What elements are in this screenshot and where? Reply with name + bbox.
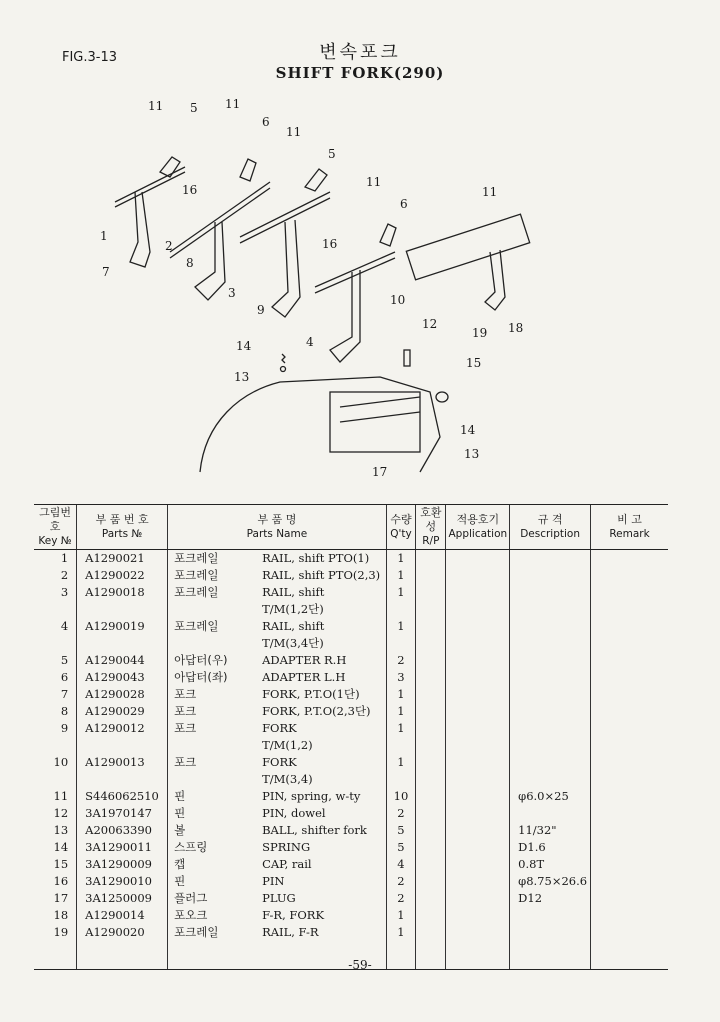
rp-cell xyxy=(416,856,446,873)
remark-cell xyxy=(591,754,668,788)
part-name-english-line: ADAPTER R.H xyxy=(262,653,347,667)
quantity-cell: 1 xyxy=(386,618,415,652)
description-cell xyxy=(510,567,591,584)
table-row xyxy=(34,907,668,924)
description-cell: φ6.0×25 xyxy=(510,788,591,805)
part-name-cell xyxy=(168,822,387,839)
quantity-cell: 2 xyxy=(386,805,415,822)
application-cell xyxy=(446,890,510,907)
key-number-cell: 6 xyxy=(60,670,69,684)
part-name-english xyxy=(262,669,345,686)
diagram-label: 6 xyxy=(262,115,270,129)
part-name-english-line: RAIL, shift PTO(2,3) xyxy=(262,568,381,582)
part-name-english-line: PLUG xyxy=(262,891,296,905)
part-name-english-line: T/M(3,4) xyxy=(262,772,313,786)
diagram-label: 1 xyxy=(100,229,108,243)
diagram-label: 11 xyxy=(148,99,164,113)
remark-cell xyxy=(591,686,668,703)
part-number-cell: A1290043 xyxy=(77,669,168,686)
application-cell xyxy=(446,754,510,788)
diagram-label: 16 xyxy=(322,237,338,251)
part-name-korean: 캡 xyxy=(174,857,186,871)
table-row xyxy=(34,584,668,618)
rp-cell xyxy=(416,822,446,839)
diagram-label: 5 xyxy=(190,101,198,115)
rp-cell xyxy=(416,550,446,568)
diagram-label: 18 xyxy=(508,321,524,335)
rp-cell xyxy=(416,873,446,890)
diagram-label: 11 xyxy=(366,175,382,189)
part-name-cell xyxy=(168,686,387,703)
application-cell xyxy=(446,805,510,822)
part-name-english xyxy=(262,907,324,924)
remark-cell xyxy=(591,822,668,839)
description-cell xyxy=(510,907,591,924)
part-name-korean: 포크레일 xyxy=(174,568,219,582)
application-cell xyxy=(446,856,510,873)
remark-cell xyxy=(591,567,668,584)
diagram-label: 15 xyxy=(466,356,482,370)
table-row xyxy=(34,805,668,822)
diagram-label: 11 xyxy=(482,185,498,199)
part-name-cell xyxy=(168,873,387,890)
part-name-english-line: RAIL, shift PTO(1) xyxy=(262,551,370,565)
pin-12-shape xyxy=(404,350,410,366)
diagram-label: 14 xyxy=(460,423,476,437)
key-number-cell: 17 xyxy=(53,891,69,905)
table-row xyxy=(34,873,668,890)
ball-13-shape xyxy=(281,367,286,372)
part-number-cell: A1290018 xyxy=(77,584,168,618)
key-number-cell: 7 xyxy=(60,687,69,701)
part-name-cell xyxy=(168,907,387,924)
application-cell xyxy=(446,703,510,720)
diagram-label: 16 xyxy=(182,183,198,197)
remark-cell xyxy=(591,873,668,890)
cap-15-shape xyxy=(436,392,448,402)
column-header: 그림번호 Key № xyxy=(34,505,77,550)
part-name-english-line: F-R, FORK xyxy=(262,908,325,922)
key-number-cell: 9 xyxy=(60,721,69,735)
part-name-english xyxy=(262,788,360,805)
quantity-cell: 1 xyxy=(386,703,415,720)
key-number-cell: 14 xyxy=(53,840,69,854)
part-name-korean: 포오크 xyxy=(174,908,208,922)
part-name-english xyxy=(262,652,346,669)
part-number-cell: A20063390 xyxy=(77,822,168,839)
part-name-english-line: FORK, P.T.O(1단) xyxy=(262,687,360,701)
part-name-korean: 핀 xyxy=(174,806,186,820)
table-row xyxy=(34,686,668,703)
quantity-cell: 2 xyxy=(386,873,415,890)
remark-cell xyxy=(591,652,668,669)
adapter-6-shape xyxy=(240,159,256,181)
rp-cell xyxy=(416,584,446,618)
description-cell: D1.6 xyxy=(510,839,591,856)
part-name-english xyxy=(262,873,284,890)
description-cell xyxy=(510,805,591,822)
part-name-english-line: FORK, P.T.O(2,3단) xyxy=(262,704,371,718)
diagram-label: 13 xyxy=(234,370,250,384)
description-cell: φ8.75×26.6 xyxy=(510,873,591,890)
key-number-cell: 4 xyxy=(60,619,69,633)
page-title-english: SHIFT FORK(290) xyxy=(275,64,445,82)
column-header: 규 격 Description xyxy=(510,505,591,550)
column-header: 적용호기 Application xyxy=(446,505,510,550)
key-number-cell: 3 xyxy=(60,585,69,599)
key-number-cell: 5 xyxy=(60,653,69,667)
part-number-cell: A1290028 xyxy=(77,686,168,703)
remark-cell xyxy=(591,788,668,805)
application-cell xyxy=(446,924,510,941)
part-name-korean: 아답터(좌) xyxy=(174,670,228,684)
part-name-english-line: SPRING xyxy=(262,840,311,854)
description-cell xyxy=(510,652,591,669)
key-number-cell: 18 xyxy=(53,908,69,922)
fork-7-shape xyxy=(130,192,150,267)
part-name-english xyxy=(262,924,318,941)
table-row xyxy=(34,788,668,805)
table-row xyxy=(34,567,668,584)
part-name-korean: 포크레일 xyxy=(174,619,219,633)
quantity-cell: 5 xyxy=(386,822,415,839)
quantity-cell: 3 xyxy=(386,669,415,686)
part-name-english xyxy=(262,618,324,652)
part-name-korean: 포크 xyxy=(174,755,197,769)
rp-cell xyxy=(416,686,446,703)
part-name-cell xyxy=(168,754,387,788)
fork-18-shape xyxy=(485,250,505,310)
part-name-english-line: T/M(1,2) xyxy=(262,738,313,752)
remark-cell xyxy=(591,669,668,686)
description-cell xyxy=(510,550,591,568)
part-name-cell xyxy=(168,924,387,941)
part-name-korean: 스프링 xyxy=(174,840,208,854)
table-row xyxy=(34,754,668,788)
part-name-english xyxy=(262,720,313,754)
part-name-korean: 핀 xyxy=(174,789,186,803)
key-number-cell: 16 xyxy=(53,874,69,888)
rp-cell xyxy=(416,618,446,652)
part-name-korean: 포크레일 xyxy=(174,925,219,939)
part-name-english xyxy=(262,805,326,822)
exploded-parts-diagram xyxy=(90,92,570,487)
part-name-english-line: FORK xyxy=(262,721,297,735)
quantity-cell: 1 xyxy=(386,924,415,941)
figure-number: FIG.3-13 xyxy=(62,50,118,65)
application-cell xyxy=(446,873,510,890)
part-name-cell xyxy=(168,890,387,907)
part-number-cell: 3A1250009 xyxy=(77,890,168,907)
part-name-english-line: ADAPTER L.H xyxy=(262,670,346,684)
rail-4-shape xyxy=(315,252,395,287)
application-cell xyxy=(446,788,510,805)
table-row xyxy=(34,924,668,941)
table-row xyxy=(34,856,668,873)
description-cell xyxy=(510,720,591,754)
application-cell xyxy=(446,584,510,618)
part-name-cell xyxy=(168,550,387,568)
rp-cell xyxy=(416,754,446,788)
application-cell xyxy=(446,550,510,568)
table-row xyxy=(34,669,668,686)
parts-table xyxy=(34,504,668,970)
part-number-cell: A1290022 xyxy=(77,567,168,584)
diagram-label: 14 xyxy=(236,339,252,353)
table-row xyxy=(34,703,668,720)
diagram-label: 11 xyxy=(286,125,302,139)
part-name-cell xyxy=(168,669,387,686)
diagram-label: 11 xyxy=(225,97,241,111)
quantity-cell: 10 xyxy=(386,788,415,805)
page-title-korean: 변속포크 xyxy=(319,42,401,63)
quantity-cell: 1 xyxy=(386,720,415,754)
description-cell xyxy=(510,754,591,788)
rp-cell xyxy=(416,567,446,584)
column-header: 부 품 번 호 Parts № xyxy=(77,505,168,550)
part-name-cell xyxy=(168,618,387,652)
part-name-cell xyxy=(168,805,387,822)
quantity-cell: 1 xyxy=(386,550,415,568)
quantity-cell: 2 xyxy=(386,890,415,907)
part-name-korean: 아답터(우) xyxy=(174,653,228,667)
part-name-korean: 플러그 xyxy=(174,891,208,905)
part-name-english xyxy=(262,584,324,618)
key-number-cell: 13 xyxy=(53,823,69,837)
diagram-label: 12 xyxy=(422,317,438,331)
description-cell xyxy=(510,686,591,703)
description-cell: D12 xyxy=(510,890,591,907)
part-number-cell: A1290019 xyxy=(77,618,168,652)
part-name-cell xyxy=(168,856,387,873)
part-number-cell: 3A1290010 xyxy=(77,873,168,890)
part-name-english-line: PIN, spring, w-ty xyxy=(262,789,361,803)
part-number-cell: A1290013 xyxy=(77,754,168,788)
diagram-label: 6 xyxy=(400,197,408,211)
part-name-english xyxy=(262,550,369,567)
diagram-label: 8 xyxy=(186,256,194,270)
rail-19-shape xyxy=(406,214,529,280)
part-name-english-line: RAIL, shift xyxy=(262,585,325,599)
part-name-english-line: T/M(3,4단) xyxy=(262,636,324,650)
key-number-cell: 1 xyxy=(60,551,69,565)
housing-shape xyxy=(200,377,440,472)
rp-cell xyxy=(416,652,446,669)
table-row xyxy=(34,720,668,754)
remark-cell xyxy=(591,703,668,720)
part-number-cell: 3A1970147 xyxy=(77,805,168,822)
fork-8-shape xyxy=(195,222,225,300)
remark-cell xyxy=(591,907,668,924)
part-name-english-line: RAIL, shift xyxy=(262,619,325,633)
description-cell: 0.8T xyxy=(510,856,591,873)
rp-cell xyxy=(416,788,446,805)
part-name-english-line: PIN, dowel xyxy=(262,806,326,820)
table-row xyxy=(34,890,668,907)
part-number-cell: A1290029 xyxy=(77,703,168,720)
part-name-english-line: BALL, shifter fork xyxy=(262,823,367,837)
page-number: -59- xyxy=(348,958,372,972)
quantity-cell: 1 xyxy=(386,754,415,788)
key-number-cell: 11 xyxy=(53,789,69,803)
diagram-label: 7 xyxy=(102,265,110,279)
part-name-cell xyxy=(168,703,387,720)
application-cell xyxy=(446,618,510,652)
description-cell xyxy=(510,618,591,652)
rp-cell xyxy=(416,839,446,856)
spring-14-shape xyxy=(282,354,285,363)
part-name-english xyxy=(262,703,370,720)
remark-cell xyxy=(591,584,668,618)
rp-cell xyxy=(416,924,446,941)
part-number-cell: A1290012 xyxy=(77,720,168,754)
remark-cell xyxy=(591,890,668,907)
application-cell xyxy=(446,720,510,754)
quantity-cell: 1 xyxy=(386,584,415,618)
column-header: 비 고 Remark xyxy=(591,505,668,550)
part-name-english-line: T/M(1,2단) xyxy=(262,602,324,616)
part-name-cell xyxy=(168,567,387,584)
remark-cell xyxy=(591,856,668,873)
part-name-cell xyxy=(168,584,387,618)
rp-cell xyxy=(416,890,446,907)
rp-cell xyxy=(416,907,446,924)
part-number-cell: 3A1290011 xyxy=(77,839,168,856)
description-cell xyxy=(510,703,591,720)
part-name-cell xyxy=(168,652,387,669)
part-number-cell: A1290014 xyxy=(77,907,168,924)
remark-cell xyxy=(591,805,668,822)
table-row xyxy=(34,652,668,669)
column-header: 호환성 R/P xyxy=(416,505,446,550)
part-name-korean: 포크레일 xyxy=(174,551,219,565)
part-name-english xyxy=(262,567,380,584)
part-number-cell: S446062510 xyxy=(77,788,168,805)
fork-9-shape xyxy=(272,220,300,317)
remark-cell xyxy=(591,618,668,652)
diagram-label: 2 xyxy=(165,239,173,253)
part-name-cell xyxy=(168,839,387,856)
key-number-cell: 8 xyxy=(60,704,69,718)
part-name-cell xyxy=(168,788,387,805)
table-row xyxy=(34,550,668,568)
description-cell xyxy=(510,584,591,618)
rail-1-shape xyxy=(115,167,185,202)
part-name-cell xyxy=(168,720,387,754)
description-cell xyxy=(510,669,591,686)
diagram-svg xyxy=(90,92,570,487)
application-cell xyxy=(446,567,510,584)
part-name-korean: 포크 xyxy=(174,687,197,701)
diagram-label: 3 xyxy=(228,286,236,300)
application-cell xyxy=(446,822,510,839)
diagram-label: 10 xyxy=(390,293,406,307)
parts-table-body xyxy=(34,550,668,970)
quantity-cell: 5 xyxy=(386,839,415,856)
application-cell xyxy=(446,686,510,703)
quantity-cell: 1 xyxy=(386,907,415,924)
part-number-cell: A1290020 xyxy=(77,924,168,941)
quantity-cell: 4 xyxy=(386,856,415,873)
quantity-cell: 1 xyxy=(386,686,415,703)
quantity-cell: 1 xyxy=(386,567,415,584)
rp-cell xyxy=(416,703,446,720)
part-name-korean: 핀 xyxy=(174,874,186,888)
remark-cell xyxy=(591,839,668,856)
part-name-english xyxy=(262,890,296,907)
part-name-english xyxy=(262,856,312,873)
application-cell xyxy=(446,652,510,669)
part-number-cell: 3A1290009 xyxy=(77,856,168,873)
part-name-english xyxy=(262,839,310,856)
diagram-label: 13 xyxy=(464,447,480,461)
table-row xyxy=(34,822,668,839)
part-name-korean: 볼 xyxy=(174,823,186,837)
part-number-cell: A1290044 xyxy=(77,652,168,669)
part-name-english-line: PIN xyxy=(262,874,285,888)
remark-cell xyxy=(591,924,668,941)
column-header: 부 품 명 Parts Name xyxy=(168,505,387,550)
application-cell xyxy=(446,669,510,686)
diagram-label: 19 xyxy=(472,326,488,340)
diagram-label: 9 xyxy=(257,303,265,317)
diagram-label: 17 xyxy=(372,465,388,479)
key-number-cell: 10 xyxy=(53,755,69,769)
part-name-english xyxy=(262,754,313,788)
part-name-english-line: RAIL, F-R xyxy=(262,925,319,939)
remark-cell xyxy=(591,720,668,754)
column-header: 수량 Q'ty xyxy=(386,505,415,550)
description-cell xyxy=(510,924,591,941)
part-name-english xyxy=(262,822,367,839)
part-name-english xyxy=(262,686,360,703)
application-cell xyxy=(446,839,510,856)
table-row xyxy=(34,618,668,652)
description-cell: 11/32" xyxy=(510,822,591,839)
part-number-cell: A1290021 xyxy=(77,550,168,568)
diagram-label: 5 xyxy=(328,147,336,161)
rp-cell xyxy=(416,669,446,686)
quantity-cell: 2 xyxy=(386,652,415,669)
part-name-english-line: FORK xyxy=(262,755,297,769)
key-number-cell: 2 xyxy=(60,568,69,582)
part-name-english-line: CAP, rail xyxy=(262,857,312,871)
rp-cell xyxy=(416,805,446,822)
remark-cell xyxy=(591,550,668,568)
application-cell xyxy=(446,907,510,924)
part-name-korean: 포크 xyxy=(174,704,197,718)
rp-cell xyxy=(416,720,446,754)
part-name-korean: 포크레일 xyxy=(174,585,219,599)
table-header-row xyxy=(34,505,668,550)
key-number-cell: 15 xyxy=(53,857,69,871)
key-number-cell: 19 xyxy=(53,925,69,939)
diagram-label: 4 xyxy=(306,335,314,349)
key-number-cell: 12 xyxy=(53,806,69,820)
table-row xyxy=(34,839,668,856)
part-name-korean: 포크 xyxy=(174,721,197,735)
